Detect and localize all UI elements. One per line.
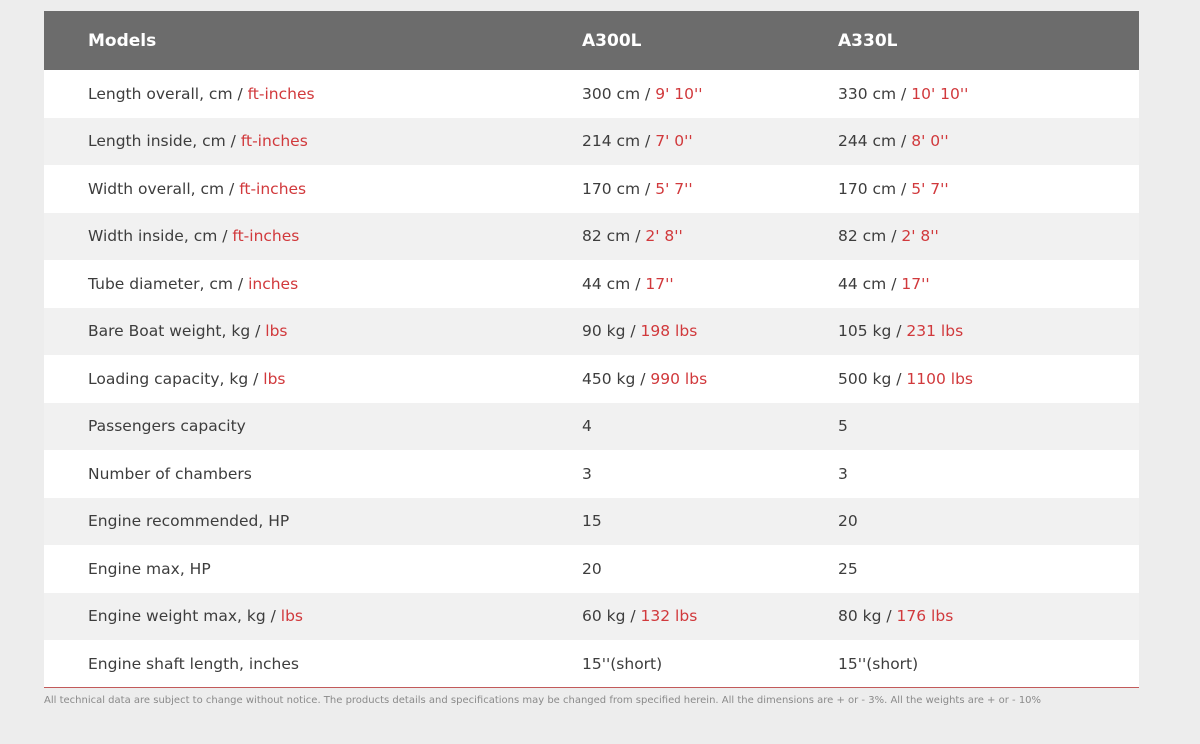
value-a330l [838,498,1139,546]
value-a300l-text: 3 [582,464,592,483]
table-row [44,260,1139,308]
value-a300l-unit: 7' 0'' [655,132,693,151]
spec-label-text: Length inside, cm / [88,132,241,151]
table-row [44,593,1139,641]
value-a330l-text: 80 kg / [838,607,897,626]
spec-label-unit: ft-inches [247,84,315,103]
spec-label-text: Number of chambers [88,464,252,483]
table-row [44,498,1139,546]
spec-label [44,450,582,498]
value-a330l-unit: 17'' [901,274,930,293]
value-a300l-text: 214 cm / [582,132,656,151]
value-a300l-unit: 17'' [645,274,674,293]
value-a330l-unit: 5' 7'' [911,179,949,198]
value-a300l-text: 450 kg / [582,369,651,388]
value-a330l-unit: 10' 10'' [911,84,969,103]
spec-label-text: Loading capacity, kg / [88,369,264,388]
table-row [44,213,1139,261]
value-a300l-unit: 198 lbs [640,322,698,341]
value-a330l-text: 170 cm / [838,179,912,198]
header-models: Models [88,30,157,51]
header-model-a330l: A330L [838,30,898,51]
value-a300l [582,118,838,166]
value-a330l-unit: 1100 lbs [906,369,974,388]
value-a330l-text: 330 cm / [838,84,912,103]
value-a300l-text: 82 cm / [582,227,646,246]
table-row [44,355,1139,403]
spec-label-text: Width inside, cm / [88,227,233,246]
table-row [44,450,1139,498]
value-a300l-text: 44 cm / [582,274,646,293]
table-row [44,118,1139,166]
value-a300l-text: 90 kg / [582,322,641,341]
value-a300l-text: 15 [582,512,602,531]
spec-label-unit: lbs [263,369,286,388]
spec-label-unit: ft-inches [232,227,300,246]
value-a300l-unit: 132 lbs [640,607,698,626]
value-a300l [582,498,838,546]
value-a300l [582,450,838,498]
value-a330l-text: 44 cm / [838,274,902,293]
spec-label-unit: lbs [265,322,288,341]
value-a330l [838,450,1139,498]
value-a330l-text: 82 cm / [838,227,902,246]
value-a300l [582,355,838,403]
spec-label-unit: ft-inches [240,132,308,151]
value-a300l [582,308,838,356]
table-row [44,165,1139,213]
value-a330l [838,640,1139,688]
table-row [44,640,1139,688]
value-a300l [582,260,838,308]
value-a300l [582,165,838,213]
header-row [44,11,1139,70]
table-row [44,545,1139,593]
value-a330l [838,355,1139,403]
value-a330l [838,545,1139,593]
value-a300l-text: 170 cm / [582,179,656,198]
spec-label-unit: lbs [280,607,303,626]
value-a330l-text: 244 cm / [838,132,912,151]
value-a330l-unit: 2' 8'' [901,227,939,246]
value-a300l [582,70,838,118]
spec-label [44,165,582,213]
value-a330l-unit: 176 lbs [896,607,954,626]
value-a330l-text: 25 [838,559,858,578]
spec-label [44,308,582,356]
table-row [44,308,1139,356]
value-a300l-text: 300 cm / [582,84,656,103]
value-a330l [838,165,1139,213]
spec-label [44,213,582,261]
spec-label [44,640,582,688]
disclaimer-footnote: All technical data are subject to change without notice. The products details and specifications may be changed from specified herein. All the dimensions are + or - 3%. All the weights are + or - 10% [44,695,1042,706]
value-a300l-text: 60 kg / [582,607,641,626]
value-a330l-text: 3 [838,464,848,483]
spec-label-text: Tube diameter, cm / [88,274,249,293]
value-a330l [838,118,1139,166]
value-a300l [582,593,838,641]
value-a330l [838,593,1139,641]
value-a300l-unit: 990 lbs [650,369,708,388]
value-a300l-unit: 2' 8'' [645,227,683,246]
spec-label-unit: inches [248,274,299,293]
value-a300l-text: 20 [582,559,602,578]
value-a300l-text: 4 [582,417,592,436]
spec-label [44,355,582,403]
spec-label [44,403,582,451]
specifications-table [44,11,1139,688]
value-a330l-text: 105 kg / [838,322,907,341]
value-a300l [582,545,838,593]
value-a330l [838,403,1139,451]
spec-label-text: Engine shaft length, inches [88,654,299,673]
value-a300l [582,403,838,451]
value-a330l-text: 15''(short) [838,654,919,673]
header-model-a300l: A300L [582,30,642,51]
spec-label [44,498,582,546]
value-a330l [838,308,1139,356]
spec-label-text: Bare Boat weight, kg / [88,322,266,341]
value-a300l-unit: 5' 7'' [655,179,693,198]
value-a300l-text: 15''(short) [582,654,663,673]
table-row [44,70,1139,118]
spec-label [44,260,582,308]
value-a300l [582,213,838,261]
value-a330l-text: 20 [838,512,858,531]
spec-label [44,593,582,641]
value-a330l-unit: 8' 0'' [911,132,949,151]
value-a330l [838,70,1139,118]
spec-label [44,70,582,118]
value-a330l-unit: 231 lbs [906,322,964,341]
spec-label [44,545,582,593]
table-body [44,70,1139,688]
spec-label [44,118,582,166]
spec-label-text: Engine recommended, HP [88,512,290,531]
spec-label-text: Engine weight max, kg / [88,607,281,626]
value-a300l-unit: 9' 10'' [655,84,703,103]
value-a330l [838,260,1139,308]
table-header [44,11,1139,70]
table-row [44,403,1139,451]
value-a330l [838,213,1139,261]
spec-label-unit: ft-inches [239,179,307,198]
spec-label-text: Engine max, HP [88,559,211,578]
spec-label-text: Length overall, cm / [88,84,248,103]
value-a300l [582,640,838,688]
value-a330l-text: 5 [838,417,848,436]
spec-label-text: Passengers capacity [88,417,246,436]
spec-label-text: Width overall, cm / [88,179,240,198]
value-a330l-text: 500 kg / [838,369,907,388]
